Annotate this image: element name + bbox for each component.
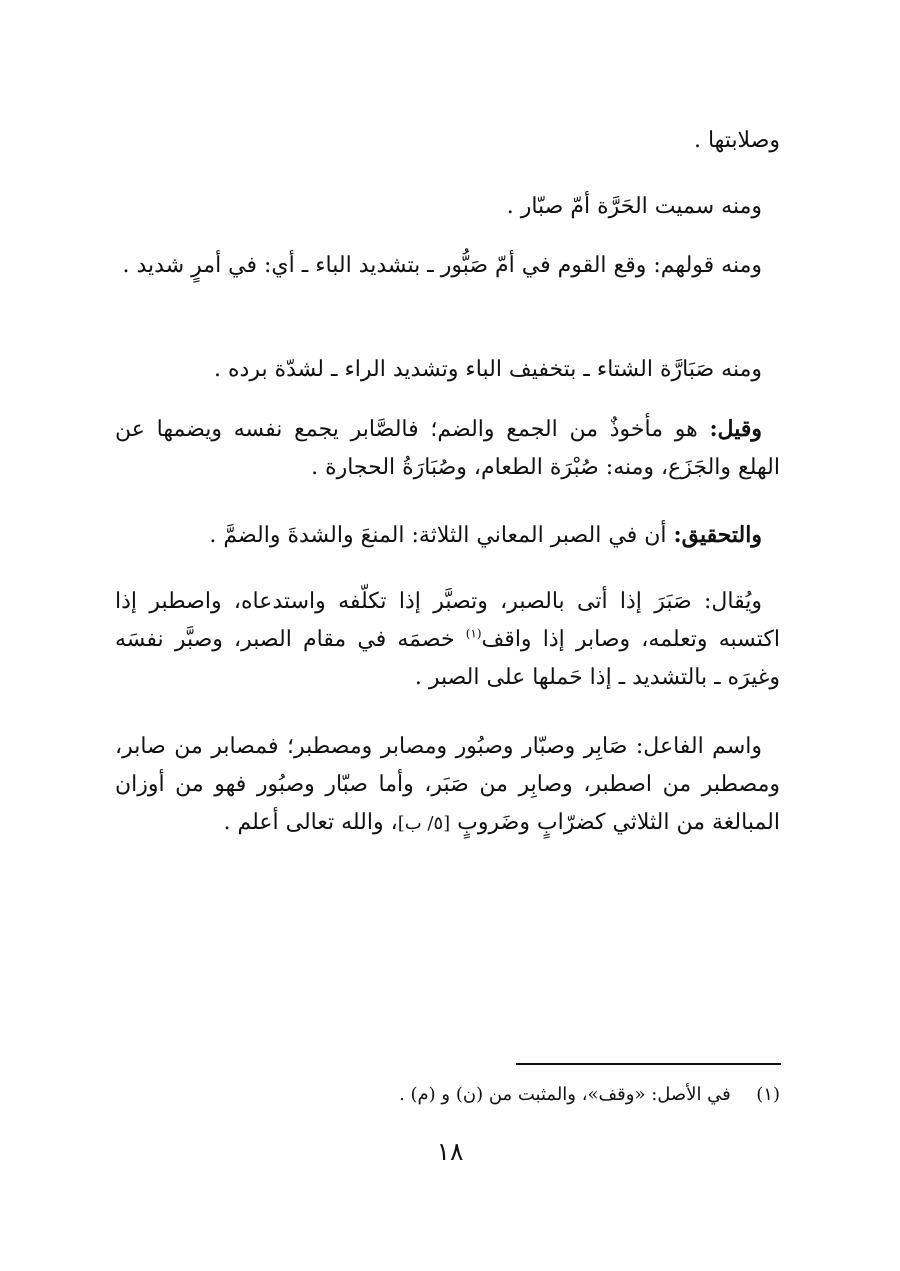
paragraph-7-text-b: خصمَه في مقام الصبر، وصبَّر نفسَه وغيرَه ـ بالتشديد ـ إذا حَملها على الصبر . bbox=[115, 627, 780, 690]
paragraph-7-text-a: ويُقال: صَبَرَ إذا أتى بالصبر، وتصبَّر إذا تكلّفه واستدعاه، واصطبر إذا اكتسبه وتعلمه، وصابر إذا واقف bbox=[115, 589, 780, 652]
footnote-text: في الأصل: «وقف»، والمثبت من (ن) و (م) . bbox=[399, 1084, 731, 1105]
paragraph-8-text-b: ، والله تعالى أعلم . bbox=[223, 810, 398, 835]
paragraph-5-text: هو مأخوذٌ من الجمع والضم؛ فالصَّابر يجمع نفسه ويضمها عن الهلع والجَزَع، ومنه: صُبْرَة الطعام، وصُبَارَةُ الحجارة . bbox=[115, 417, 780, 480]
manuscript-reference: [٥/ ب] bbox=[397, 813, 451, 834]
paragraph-5 bbox=[115, 410, 780, 487]
paragraph-6-text: أن في الصبر المعاني الثلاثة: المنعَ والشدةَ والضمَّ . bbox=[209, 523, 674, 548]
paragraph-8-text-a: واسم الفاعل: صَابِر وصبّار وصبُور ومصابر ومصطبر؛ فمصابر من صابر، ومصطبر من اصطبر، وصابِر من صَبَر، وأما صبّار وصبُور فهو من أوزان المبالغة من الثلاثي كضرّابٍ وضَروبٍ bbox=[115, 734, 780, 835]
footnote-marker: (١) bbox=[465, 626, 482, 641]
paragraph-6 bbox=[115, 516, 780, 555]
paragraph-3-text: ومنه قولهم: وقع القوم في أمّ صَبُّور ـ بتشديد الباء ـ أي: في أمرٍ شديد . bbox=[122, 253, 762, 278]
paragraph-8 bbox=[115, 728, 780, 843]
paragraph-7 bbox=[115, 583, 780, 697]
paragraph-2-text: ومنه سميت الحَرَّة أمّ صبّار . bbox=[506, 194, 762, 219]
footnote-number: (١) bbox=[756, 1084, 780, 1105]
paragraph-1-text: وصلابتها . bbox=[693, 128, 780, 153]
paragraph-3 bbox=[115, 247, 780, 285]
footnote-divider bbox=[516, 1063, 781, 1065]
paragraph-4 bbox=[115, 351, 780, 389]
paragraph-4-text: ومنه صَبَارَّة الشتاء ـ بتخفيف الباء وتشديد الراء ـ لشدّة برده . bbox=[214, 357, 762, 382]
paragraph-5-lead: وقيل: bbox=[709, 416, 762, 442]
paragraph-2 bbox=[115, 188, 780, 226]
page-number: ١٨ bbox=[436, 1137, 464, 1166]
paragraph-6-lead: والتحقيق: bbox=[673, 522, 762, 548]
footnote bbox=[115, 1080, 780, 1110]
paragraph-1 bbox=[115, 122, 780, 160]
